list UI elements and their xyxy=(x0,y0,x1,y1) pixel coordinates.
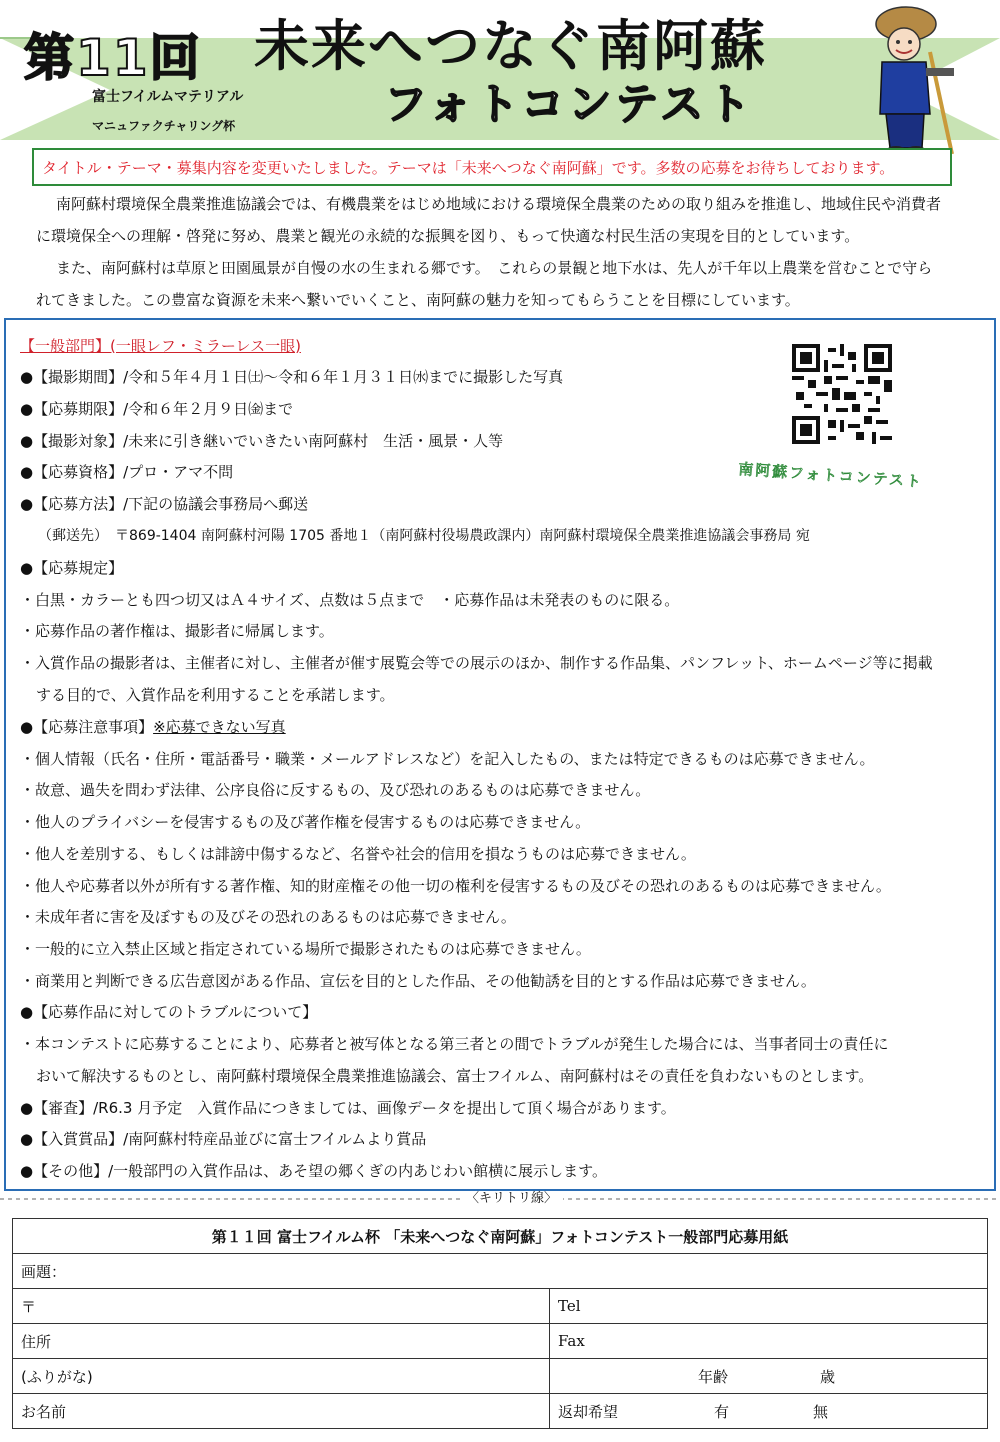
rule-address: （郵送先） 〒869-1404 南阿蘇村河陽 1705 番地１（南阿蘇村役場農政課内）南阿蘇村環境保全農業推進協議会事務局 宛 xyxy=(38,528,810,544)
form-address-field[interactable] xyxy=(13,1324,550,1359)
work-title-label: 画題： xyxy=(21,1262,67,1281)
rule-cautions xyxy=(20,717,286,737)
page-title: 未来へつなぐ南阿蘇 xyxy=(254,14,768,78)
sponsor-line-1: 富士フイルムマテリアル xyxy=(92,89,244,105)
age-unit: 歳 xyxy=(820,1367,836,1386)
return-label: 返却希望 xyxy=(558,1402,619,1421)
caution-item: ・他人を差別する、もしくは誹謗中傷するなど、名誉や社会的信用を損なうものは応募できません。 xyxy=(20,845,696,863)
form-title: 第１１回 富士フイルム杯 「未来へつなぐ南阿蘇」フォトコンテスト一般部門応募用紙 xyxy=(13,1219,988,1254)
qr-caption-text: 南阿蘇フォトコンテスト xyxy=(738,460,924,491)
form-return-field[interactable] xyxy=(550,1394,988,1429)
caution-item: ・商業用と判断できる広告意図がある作品、宣伝を目的とした作品、その他勧誘を目的とする作品は応募できません。 xyxy=(20,972,816,990)
fax-label: Fax xyxy=(558,1332,585,1350)
rule-method: ●【応募方法】/下記の協議会事務局へ郵送 xyxy=(20,495,309,513)
form-age-field[interactable] xyxy=(550,1359,988,1394)
caution-item: ・他人や応募者以外が所有する著作権、知的財産権その他一切の権利を侵害するもの及びその恐れのあるものは応募できません。 xyxy=(20,877,891,895)
edition-label: 第11回 xyxy=(24,29,202,87)
tel-label: Tel xyxy=(558,1297,581,1315)
form-work-title-field[interactable] xyxy=(13,1254,988,1289)
regulation-item: ・応募作品の著作権は、撮影者に帰属します。 xyxy=(20,622,334,640)
form-furigana-field[interactable] xyxy=(13,1359,550,1394)
rule-other: ●【その他】/一般部門の入賞作品は、あそ望の郷くぎの内あじわい館横に展示します。 xyxy=(20,1162,607,1180)
postal-label: 〒 xyxy=(21,1297,37,1316)
rule-trouble: ●【応募作品に対してのトラブルについて】 xyxy=(20,1003,318,1021)
rule-review: ●【審査】/R6.3 月予定 入賞作品につきましては、画像データを提出して頂く場合があります。 xyxy=(20,1099,676,1117)
cautions-heading: ●【応募注意事項】 xyxy=(20,718,154,736)
form-tel-field[interactable] xyxy=(550,1289,988,1324)
return-yes-option[interactable]: 有 xyxy=(714,1402,730,1421)
rule-deadline: ●【応募期限】/令和６年２月９日㈮まで xyxy=(20,400,294,418)
regulation-item-cont: する目的で、入賞作品を利用することを承諾します。 xyxy=(36,686,395,704)
intro-p2-line2: れてきました。この豊富な資源を未来へ繋いでいくこと、南阿蘇の魅力を知ってもらうことを目標にしています。 xyxy=(36,291,800,309)
form-name-field[interactable] xyxy=(13,1394,550,1429)
rule-prize: ●【入賞賞品】/南阿蘇村特産品並びに富士フイルムより賞品 xyxy=(20,1130,427,1148)
caution-item: ・他人のプライバシーを侵害するもの及び著作権を侵害するものは応募できません。 xyxy=(20,813,591,831)
category-heading: 【一般部門】(一眼レフ・ミラーレス一眼) xyxy=(20,337,301,355)
qr-caption xyxy=(738,458,950,494)
rule-subject: ●【撮影対象】/未来に引き継いでいきたい南阿蘇村 生活・風景・人等 xyxy=(20,432,504,450)
rule-eligibility: ●【応募資格】/プロ・アマ不問 xyxy=(20,463,234,481)
age-label: 年齢 xyxy=(698,1367,729,1386)
cut-line-label: 〈キリトリ線〉 xyxy=(460,1191,563,1207)
caution-item: ・一般的に立入禁止区域と指定されている場所で撮影されたものは応募できません。 xyxy=(20,940,591,958)
regulation-item: ・入賞作品の撮影者は、主催者に対し、主催者が催す展覧会等での展示のほか、制作する作品集、パンフレット、ホームページ等に掲載 xyxy=(20,654,933,672)
qr-code[interactable] xyxy=(792,344,892,444)
farmer-illustration xyxy=(866,2,966,157)
return-no-option[interactable]: 無 xyxy=(813,1402,829,1421)
intro-p2-line1: また、南阿蘇村は草原と田園風景が自慢の水の生まれる郷です。 これらの景観と地下水は、先人が千年以上農業を営むことで守ら xyxy=(56,259,933,277)
furigana-label: (ふりがな) xyxy=(21,1367,93,1386)
intro-p1-line1: 南阿蘇村環境保全農業推進協議会では、有機農業をはじめ地域における環境保全農業のための取り組みを推進し、地域住民や消費者 xyxy=(56,195,942,213)
trouble-item-cont: おいて解決するものとし、南阿蘇村環境保全農業推進協議会、富士フイルム、南阿蘇村はその責任を負わないものとします。 xyxy=(36,1067,874,1085)
form-fax-field[interactable] xyxy=(550,1324,988,1359)
caution-item: ・故意、過失を問わず法律、公序良俗に反するもの、及び恐れのあるものは応募できません。 xyxy=(20,781,651,799)
cautions-subheading: ※応募できない写真 xyxy=(153,718,286,736)
notice-text: タイトル・テーマ・募集内容を変更いたしました。テーマは「未来へつなぐ南阿蘇」です。多数の応募をお待ちしております。 xyxy=(42,159,895,177)
page-subtitle: フォトコンテスト xyxy=(384,80,755,130)
entry-form xyxy=(12,1218,988,1429)
caution-item: ・個人情報（氏名・住所・電話番号・職業・メールアドレスなど）を記入したもの、または特定できるものは応募できません。 xyxy=(20,750,875,768)
trouble-item: ・本コンテストに応募することにより、応募者と被写体となる第三者との間でトラブルが発生した場合には、当事者同士の責任に xyxy=(20,1035,889,1053)
regulation-item: ・白黒・カラーとも四つ切又はＡ４サイズ、点数は５点まで ・応募作品は未発表のものに限る。 xyxy=(20,591,680,609)
address-label: 住所 xyxy=(21,1332,52,1351)
intro-p1-line2: に環境保全への理解・啓発に努め、農業と観光の永続的な振興を図り、もって快適な村民生活の実現を目的としています。 xyxy=(36,227,860,245)
name-label: お名前 xyxy=(21,1402,67,1421)
sponsor-line-2: マニュファクチャリング杯 xyxy=(92,119,236,133)
caution-item: ・未成年者に害を及ぼすもの及びその恐れのあるものは応募できません。 xyxy=(20,908,516,926)
rule-period: ●【撮影期間】/令和５年４月１日㈯～令和６年１月３１日㈬までに撮影した写真 xyxy=(20,368,564,386)
form-postal-field[interactable] xyxy=(13,1289,550,1324)
rule-regulations: ●【応募規定】 xyxy=(20,559,124,577)
